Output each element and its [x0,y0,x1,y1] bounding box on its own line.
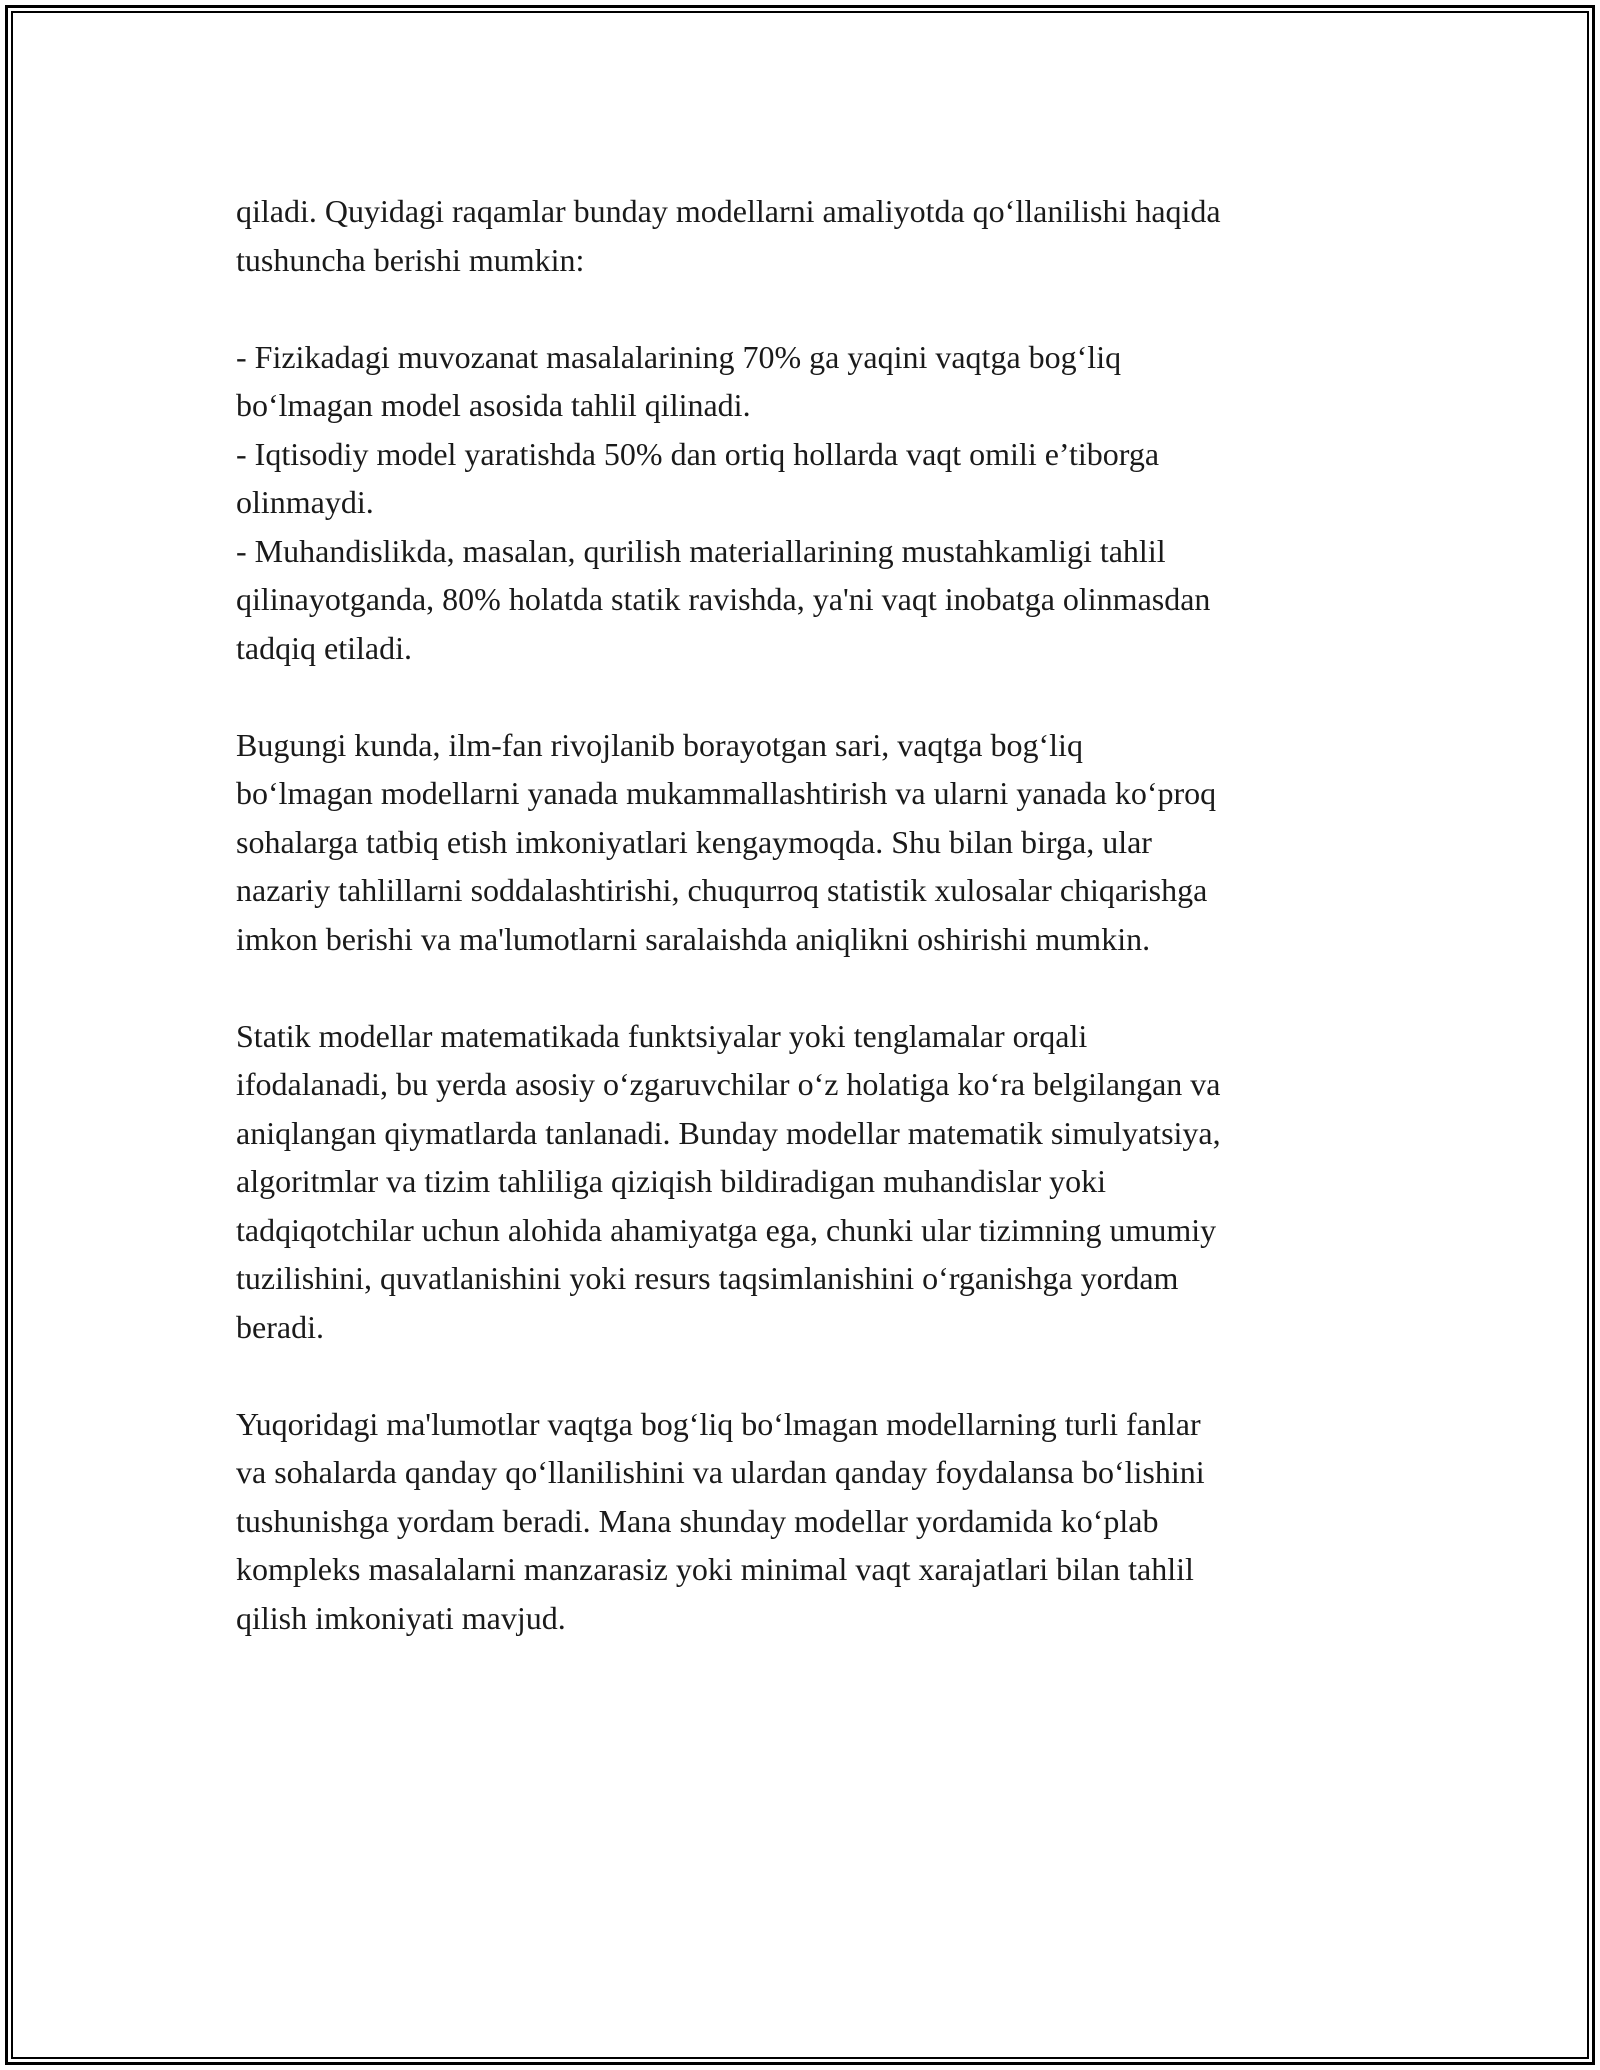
paragraph-development: Bugungi kunda, ilm-fan rivojlanib borayotgan sari, vaqtga bog‘liq bo‘lmagan modellarni yanada mukammallashtirish va ularni yanada ko‘proq sohalarga tatbiq etish imkoniyatlari kengaymoqda. Shu bilan birga, ular nazariy tahlillarni soddalashtirishi, chuqurroq statistik xulosalar chiqarishga imkon berishi va ma'lumotlarni saralaishda aniqlikni oshirishi mumkin. [236,726,1217,957]
paragraph-static-models: Statik modellar matematikada funktsiyalar yoki tenglamalar orqali ifodalanadi, bu yerda asosiy o‘zgaruvchilar o‘z holatiga ko‘ra belgilangan va aniqlangan qiymatlarda tanlanadi. Bunday modellar matematik simulyatsiya, algoritmlar va tizim tahliliga qiziqish bildiradigan muhandislar yoki tadqiqotchilar uchun alohida ahamiyatga ega, chunki ular tizimning umumiy tuzilishini, quvatlanishini yoki resurs taqsimlanishini o‘rganishga yordam beradi. [236,1017,1221,1345]
paragraph-conclusion: Yuqoridagi ma'lumotlar vaqtga bog‘liq bo‘lmagan modellarning turli fanlar va sohalarda qanday qo‘llanilishini va ulardan qanday foydalansa bo‘lishini tushunishga yordam beradi. Mana shunday modellar yordamida ko‘plab kompleks masalalarni manzarasiz yoki minimal vaqt xarajatlari bilan tahlil qilish imkoniyati mavjud. [236,1405,1205,1636]
paragraph-statistics-list: - Fizikadagi muvozanat masalalarining 70% ga yaqini vaqtga bog‘liq bo‘lmagan model asosida tahlil qilinadi. - Iqtisodiy model yaratishda 50% dan ortiq hollarda vaqt omili e’tiborga olinmaydi. - Muhandislikda, masalan, qurilish materiallarining mustahkamligi tahlil qilinayotganda, 80% holatda statik ravishda, ya'ni vaqt inobatga olinmasdan tadqiq etiladi. [236,338,1211,666]
paragraph-intro: qiladi. Quyidagi raqamlar bunday modellarni amaliyotda qo‘llanilishi haqida tushuncha berishi mumkin: [236,193,1221,278]
document-body [236,187,1376,1642]
